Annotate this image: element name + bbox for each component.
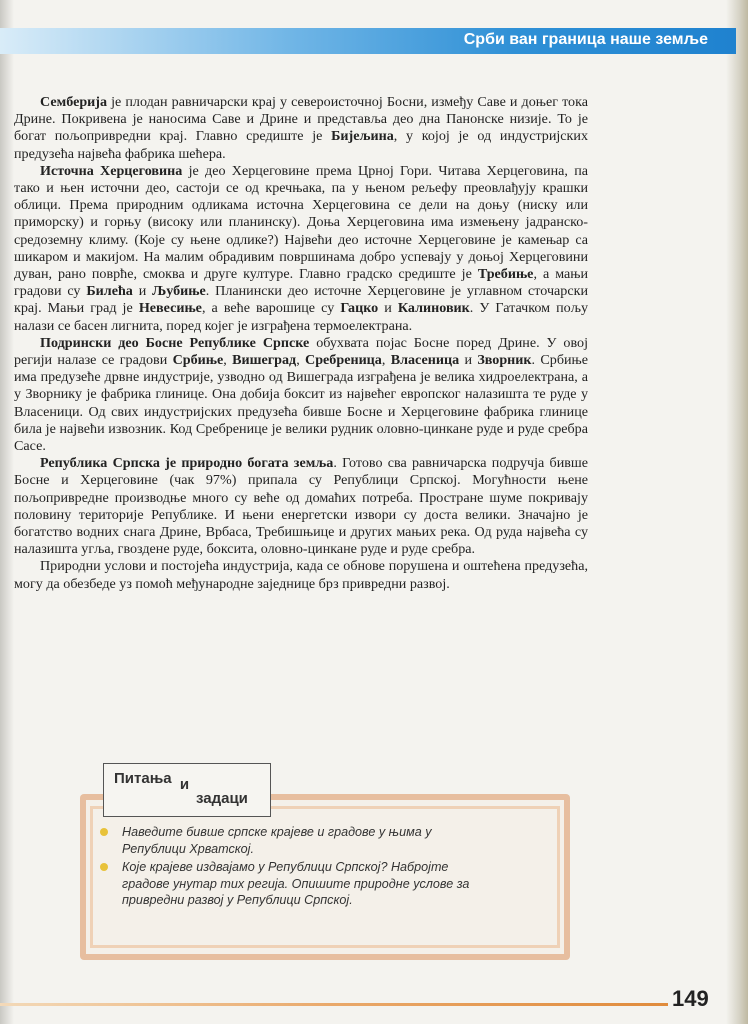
body-text — [14, 94, 588, 593]
paragraph-semberija — [14, 94, 588, 163]
town-kalinovik: Калиновик — [397, 300, 470, 317]
paragraph-text: , у којој је од индустријских предузећа највећа фабрика шећера. — [14, 128, 588, 162]
term-semberija: Семберија — [40, 94, 108, 110]
separator: и — [459, 352, 478, 369]
chapter-title: Срби ван граница наше земље — [463, 31, 708, 48]
city-nevesinje: Невесиње — [138, 300, 202, 317]
footer-rule — [0, 1003, 668, 1006]
page-number: 149 — [672, 986, 709, 1011]
term-republika-srpska: Република Српска је природно богата земља — [40, 455, 334, 472]
paragraph-text: . У Гатачком пољу налази се басен лигнита, поред којег је изграђена термоелектрана. — [14, 300, 589, 334]
paragraph-text: и — [132, 283, 153, 300]
term-podrinje: Подрински део Босне Републике Српске — [40, 334, 310, 351]
paragraph-text: , а веће варошице су — [201, 300, 341, 317]
city-srbinje: Србиње — [172, 352, 224, 369]
paragraph-podrinje — [14, 335, 588, 455]
term-istocna-hercegovina: Источна Херцеговина — [40, 162, 183, 179]
questions-title-line2: задаци — [196, 790, 248, 807]
question-text: Наведите бивше српске крајеве и градове у њима у Републици Хрватској. — [122, 825, 432, 856]
chapter-header-bar — [0, 28, 736, 54]
city-visegrad: Вишеград — [232, 352, 297, 369]
page-shadow-left — [0, 0, 14, 1024]
city-trebinje: Требиње — [477, 266, 534, 283]
question-text: Које крајеве издвајамо у Републици Српској? Набројте градове унутар тих регија. Опишите природне услове за привредни развој у Републици Српској. — [122, 860, 470, 907]
separator: , — [381, 352, 391, 369]
city-srebrenica: Сребреница — [305, 352, 382, 369]
paragraph-text: и — [378, 300, 398, 317]
questions-list — [100, 824, 492, 911]
page-edge-right — [726, 0, 748, 1024]
questions-title-and: и — [179, 776, 190, 793]
questions-title-word: Питања — [114, 770, 172, 787]
city-bijeljina: Бијељина — [331, 128, 394, 145]
questions-title-line1 — [114, 770, 190, 793]
paragraph-text: . Готово сва равничарска подручја бивше Босне и Херцеговине (чак 97%) припала су Републици Српској. Могућности њене пољопривредне производње много су веће од домаћих потреба. Простране шуме покривају половину територије Републике. И њени енергетски извори су доста велики. Значајно је богатство водних снага Дрине, Врбаса, Требишњице и других мањих река. Од руда највећа су налазишта угља, гвоздене руде, боксита, оловно-цинкане руде и руде сребра. — [14, 455, 589, 558]
bullet-icon — [100, 863, 108, 871]
bullet-icon — [100, 828, 108, 836]
paragraph-text: је плодан равничарски крај у североисточној Босни, између Саве и доњег тока Дрине. Покривена је наносима Саве и Дрине и представља део дна Панонске низије. То је богат пољопривредни крај. Главно средиште је — [14, 94, 588, 145]
town-gacko: Гацко — [340, 300, 379, 317]
separator: , — [223, 352, 233, 369]
questions-title-box — [103, 763, 271, 817]
paragraph-prirodni-uslovi — [14, 558, 588, 592]
list-item — [100, 824, 492, 857]
city-vlasenica: Власеница — [390, 352, 460, 369]
paragraph-republika-srpska — [14, 455, 588, 558]
paragraph-istocna-hercegovina — [14, 163, 588, 335]
paragraph-text: је део Херцеговине према Црној Гори. Читава Херцеговина, па тако и њен источни део, састоји се од кречњака, па у њеном рељефу преовлађују крашки облици. Према природним одликама источна Херцеговина се дели на доњу (ниску или приморску) и горњу (високу или планинску). Доња Херцеговина има измењену јадранско-средоземну климу. (Које су њене одлике?) Највећи део источне Херцеговине је камењар са шикаром и макијом. На малим обрадивим површинама добро успевају у доњој Херцеговини дуван, рано поврће, смоква и друге културе. Главно градско средиште је — [14, 162, 588, 283]
city-zvornik: Зворник — [477, 352, 532, 369]
paragraph-text: Природни услови и постојећа индустрија, када се обнове порушена и оштећена предузећа, могу да обезбеде уз помоћ међународне заједнице брз привредни развој. — [14, 558, 588, 592]
paragraph-text: , а мањи градови су — [14, 266, 588, 300]
city-bileca: Билећа — [86, 283, 133, 300]
paragraph-text: обухвата појас Босне поред Дрине. У овој регији налазе се градови — [14, 334, 588, 369]
separator: , — [296, 352, 306, 369]
list-item — [100, 859, 492, 909]
paragraph-text: . Планински део источне Херцеговине је углавном сточарски крај. Мањи град је — [14, 283, 589, 317]
paragraph-text: . Србиње има предузеће дрвне индустрије, узводно од Вишеграда изграђена је велика хидроелектрана, а у Зворнику је фабрика глинице. Она добија боксит из највећег европског налазишта те руде у Власеници. Од свих индустријских предузећа бивше Босне и Херцеговине фабрика глинице била је највећи извозник. Код Сребренице је велики рудник оловно-цинкане руде и руде сребра Сасе. — [14, 352, 588, 455]
city-ljubinje: Љубиње — [152, 283, 206, 300]
